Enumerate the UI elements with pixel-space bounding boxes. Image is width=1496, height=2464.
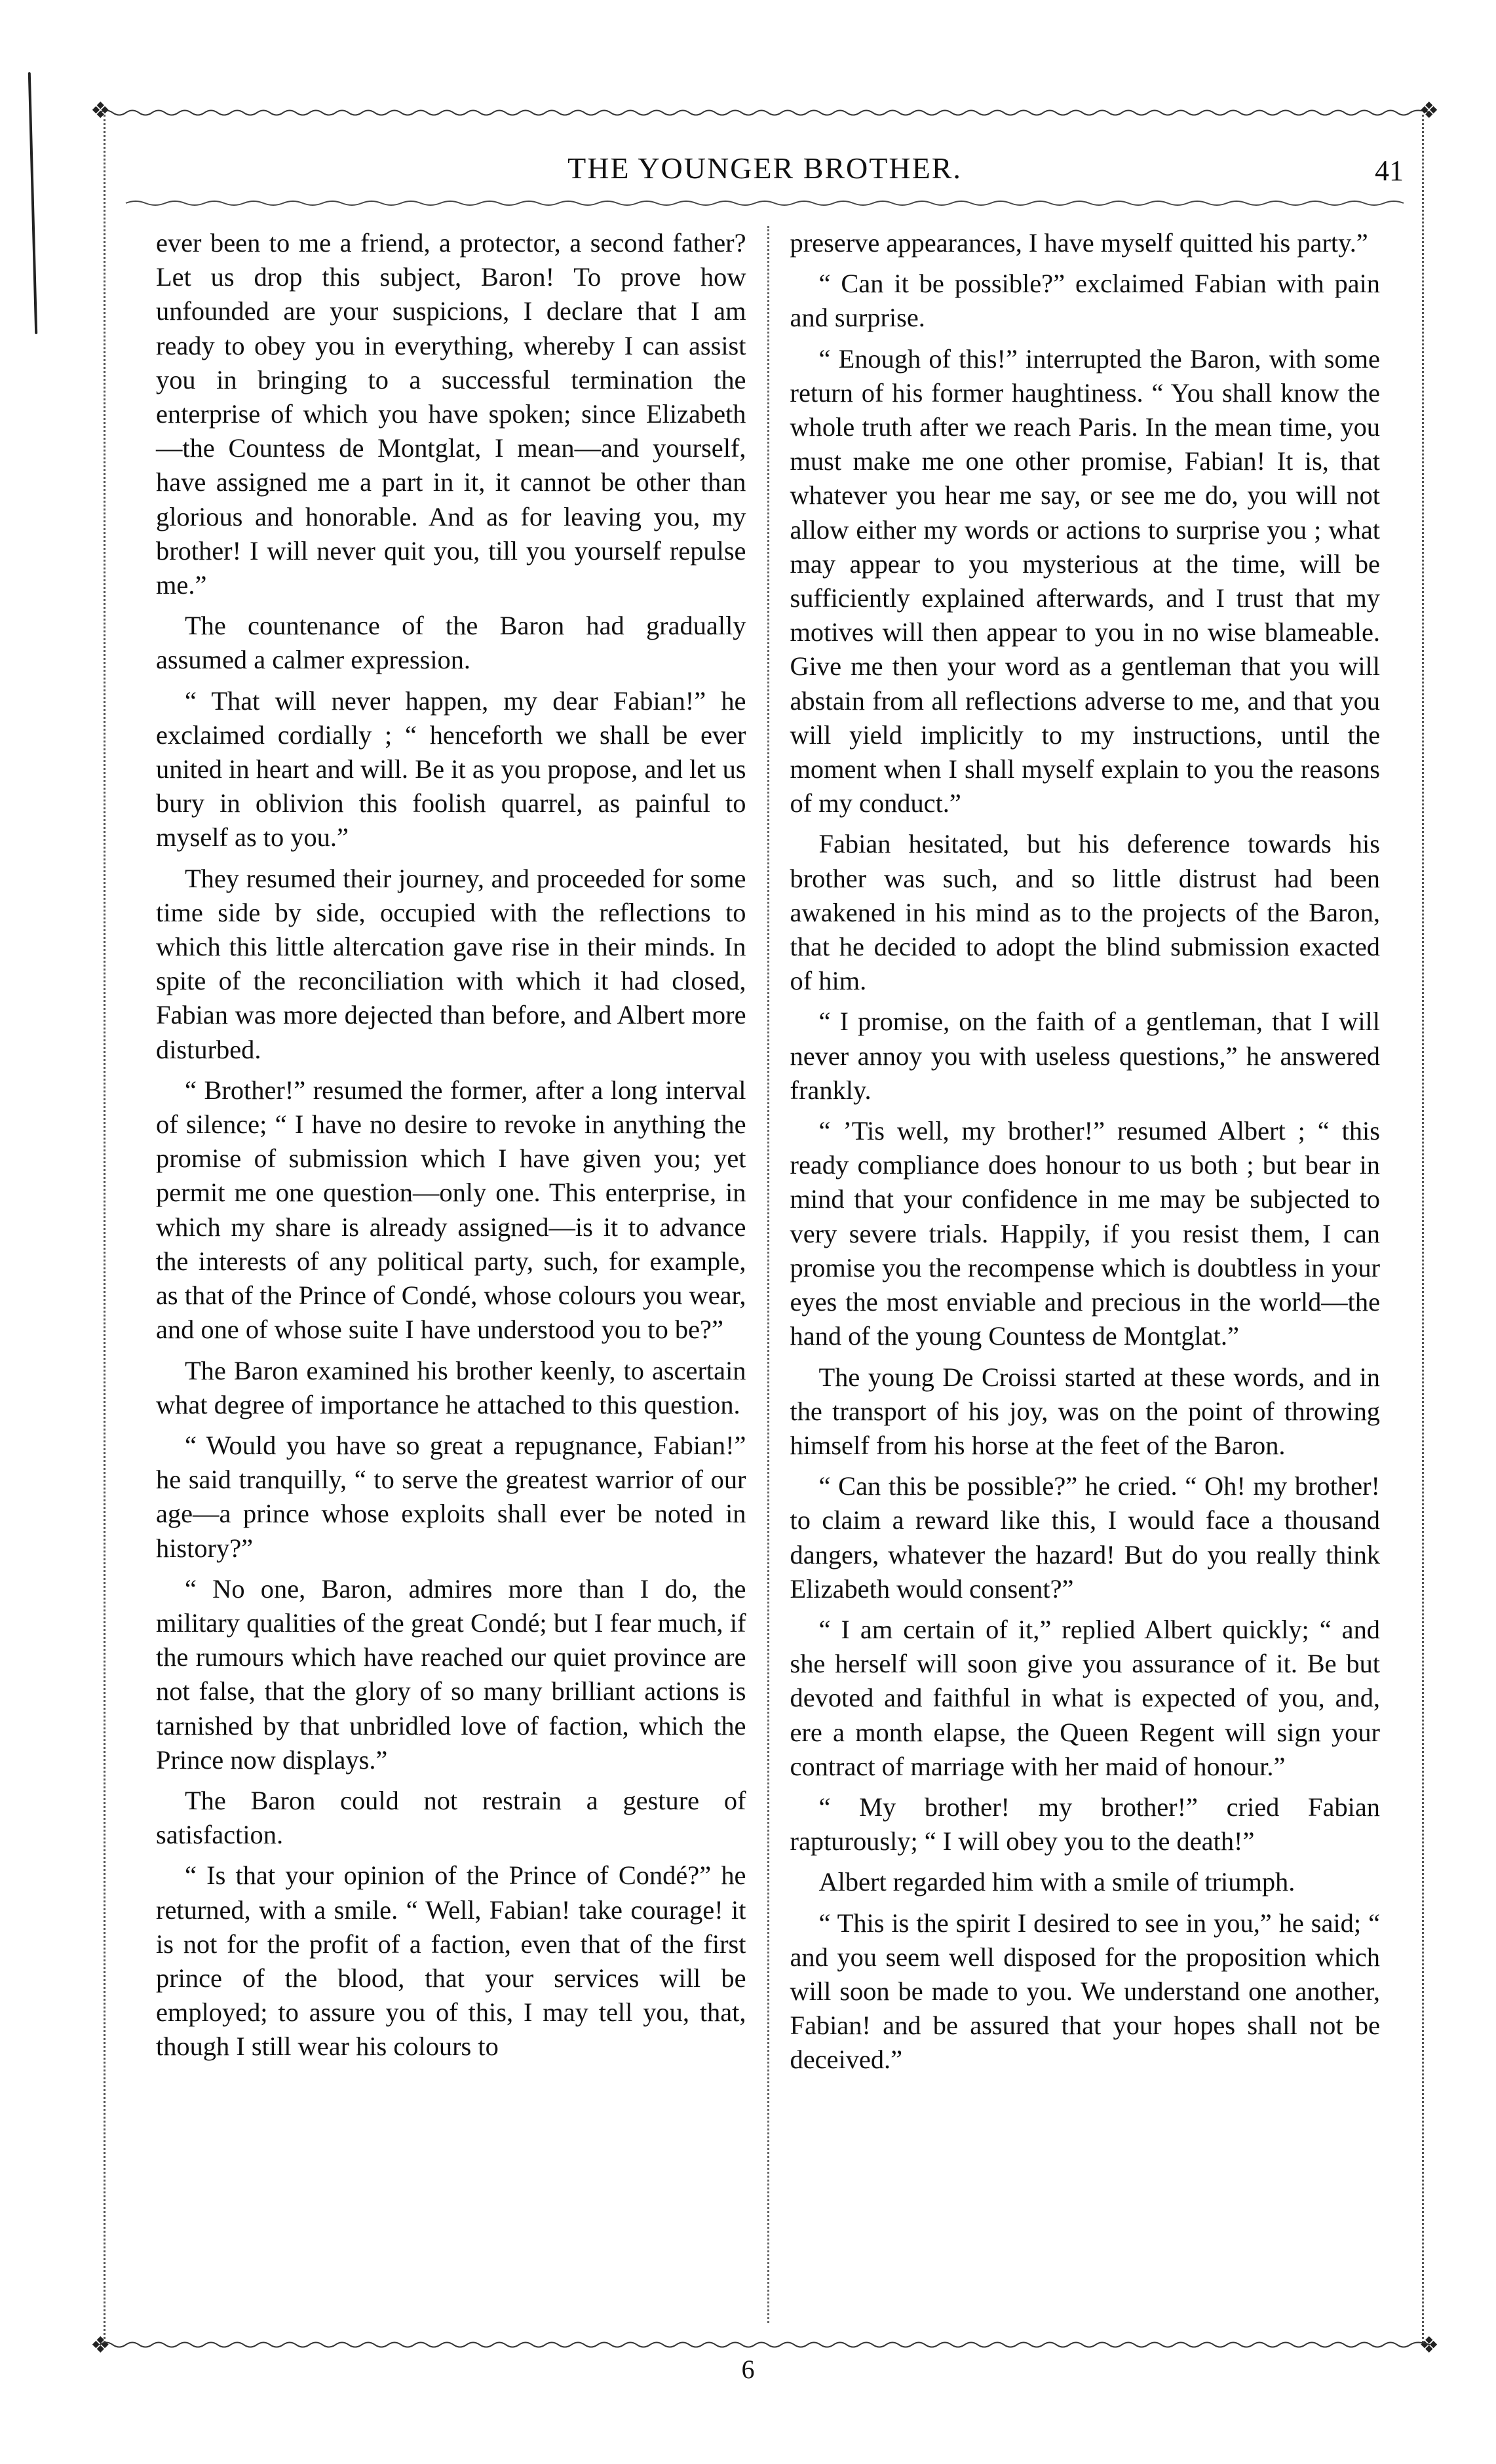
paragraph: The Baron could not restrain a gesture of satisfaction.	[156, 1785, 746, 1850]
paragraph: The young De Croissi started at these words, and in the transport of his joy, was on the point of throwing himself from his horse at the feet of the Baron.	[790, 1362, 1380, 1460]
corner-ornament-icon: ❖	[1419, 99, 1439, 123]
paragraph: “ Can this be possible?” he cried. “ Oh! my brother! to claim a reward like this, I would face a thousand dangers, whatever the hazard! But do you really think Elizabeth would consent?”	[790, 1471, 1380, 1604]
paragraph: “ Can it be possible?” exclaimed Fabian with pain and surprise.	[790, 269, 1380, 333]
corner-ornament-icon: ❖	[1419, 2334, 1439, 2358]
frame-left-border	[104, 115, 107, 2343]
left-column	[139, 226, 763, 2323]
paragraph: Albert regarded him with a smile of triumph.	[818, 1867, 1295, 1897]
text-columns	[139, 226, 1397, 2323]
paragraph: The countenance of the Baron had gradually assumed a calmer expression.	[156, 611, 746, 675]
paragraph: They resumed their journey, and proceeded for some time side by side, occupied with the reflections to which this little altercation gave rise in their minds. In spite of the reconciliation with which it had closed, Fabian was more dejected than before, and Albert more disturbed.	[156, 863, 746, 1064]
page-number: 41	[1375, 155, 1404, 187]
corner-ornament-icon: ❖	[90, 2334, 111, 2358]
paragraph: Fabian hesitated, but his deference towards his brother was such, and so little distrust had been awakened in his mind as to the projects of the Baron, that he decided to adopt the blind submission exacted of him.	[790, 829, 1380, 996]
header-rule	[100, 199, 1430, 208]
running-head: THE YOUNGER BROTHER.	[567, 151, 962, 185]
paragraph: “ Enough of this!” interrupted the Baron, with some return of his former haughtiness. “ You shall know the whole truth after we reach Paris. In the mean time, you must make me one other promise, Fabian! It is, that whatever you hear me say, or see me do, you will not allow either my words or actions to surprise you ; what may appear to you mysterious at the time, will be sufficiently explained afterwards, and I trust that my motives will then appear to you in no wise blameable. Give me then your word as a gentleman that you will abstain from all reflections adverse to me, and that you will yield implicitly to my instructions, until the moment when I shall myself explain to you the reasons of my conduct.”	[790, 343, 1380, 818]
ornamental-rule-top	[100, 108, 1430, 117]
paragraph: “ My brother! my brother!” cried Fabian rapturously; “ I will obey you to the death!”	[790, 1792, 1380, 1857]
right-column	[773, 226, 1398, 2323]
printer-signature-mark: 6	[741, 2355, 755, 2384]
paragraph: “ I am certain of it,” replied Albert quickly; “ and she herself will soon give you assurance of it. Be but devoted and faithful in what is expected of you, and, ere a month elapse, the Queen Regent will sign your contract of marriage with her maid of honour.”	[790, 1614, 1380, 1781]
page-frame	[90, 99, 1439, 2358]
frame-right-border	[1422, 115, 1426, 2343]
ornamental-rule-bottom	[100, 2340, 1430, 2349]
corner-ornament-icon: ❖	[90, 99, 111, 123]
paragraph: “ Is that your opinion of the Prince of Condé?” he returned, with a smile. “ Well, Fabian! take courage! it is not for the profit of a faction, even that of the first prince of the blood, that your services will be employed; to assure you of this, I may tell you, that, though I still wear his colours to	[156, 1860, 746, 2062]
paragraph: The Baron examined his brother keenly, to ascertain what degree of importance he attached to this question.	[156, 1355, 746, 1419]
paragraph: “ Brother!” resumed the former, after a long interval of silence; “ I have no desire to revoke in anything the promise of submission which I have given you; yet permit me one question—only one. This enterprise, in which my share is already assigned—is it to advance the interests of any political party, such, for example, as that of the Prince of Condé, whose colours you wear, and one of whose suite I have understood you to be?”	[156, 1075, 746, 1345]
paragraph: “ I promise, on the faith of a gentleman, that I will never annoy you with useless questions,” he answered frankly.	[790, 1007, 1380, 1105]
paragraph: “ No one, Baron, admires more than I do, the military qualities of the great Condé; but I fear much, if the rumours which have reached our quiet province are not false, that the glory of so many brilliant actions is tarnished by that unbridled love of faction, which the Prince now displays.”	[156, 1573, 746, 1775]
paragraph: “ This is the spirit I desired to see in you,” he said; “ and you seem well disposed for the proposition which will soon be made to you. We understand one another, Fabian! and be assured that your hopes shall not be deceived.”	[790, 1908, 1380, 2075]
paragraph: “ Would you have so great a repugnance, Fabian!” he said tranquilly, “ to serve the greatest warrior of our age—a prince whose exploits shall ever be noted in history?”	[156, 1430, 746, 1563]
paragraph: preserve appearances, I have myself quitted his party.”	[790, 228, 1368, 258]
paragraph: ever been to me a friend, a protector, a second father? Let us drop this subject, Baron! To prove how unfounded are your suspicions, I declare that I am ready to obey you in everything, whereby I can assist you in bringing to a successful termination the enterprise of which you have spoken; since Elizabeth—the Countess de Montglat, I mean—and yourself, have assigned me a part in it, it cannot be other than glorious and honorable. And as for leaving you, my brother! I will never quit you, till you yourself repulse me.”	[156, 228, 746, 600]
column-divider	[767, 226, 769, 2323]
paragraph: “ ’Tis well, my brother!” resumed Albert ; “ this ready compliance does honour to us both ; but bear in mind that your confidence in me may be subjected to very severe trials. Happily, if you resist them, I can promise you the recompense which is doubtless in your eyes the most enviable and precious in the world—the hand of the young Countess de Montglat.”	[790, 1116, 1380, 1351]
paragraph: “ That will never happen, my dear Fabian!” he exclaimed cordially ; “ henceforth we shall be ever united in heart and will. Be it as you propose, and let us bury in oblivion this foolish quarrel, as painful to myself as to you.”	[156, 685, 746, 853]
binding-edge-mark	[28, 72, 37, 334]
